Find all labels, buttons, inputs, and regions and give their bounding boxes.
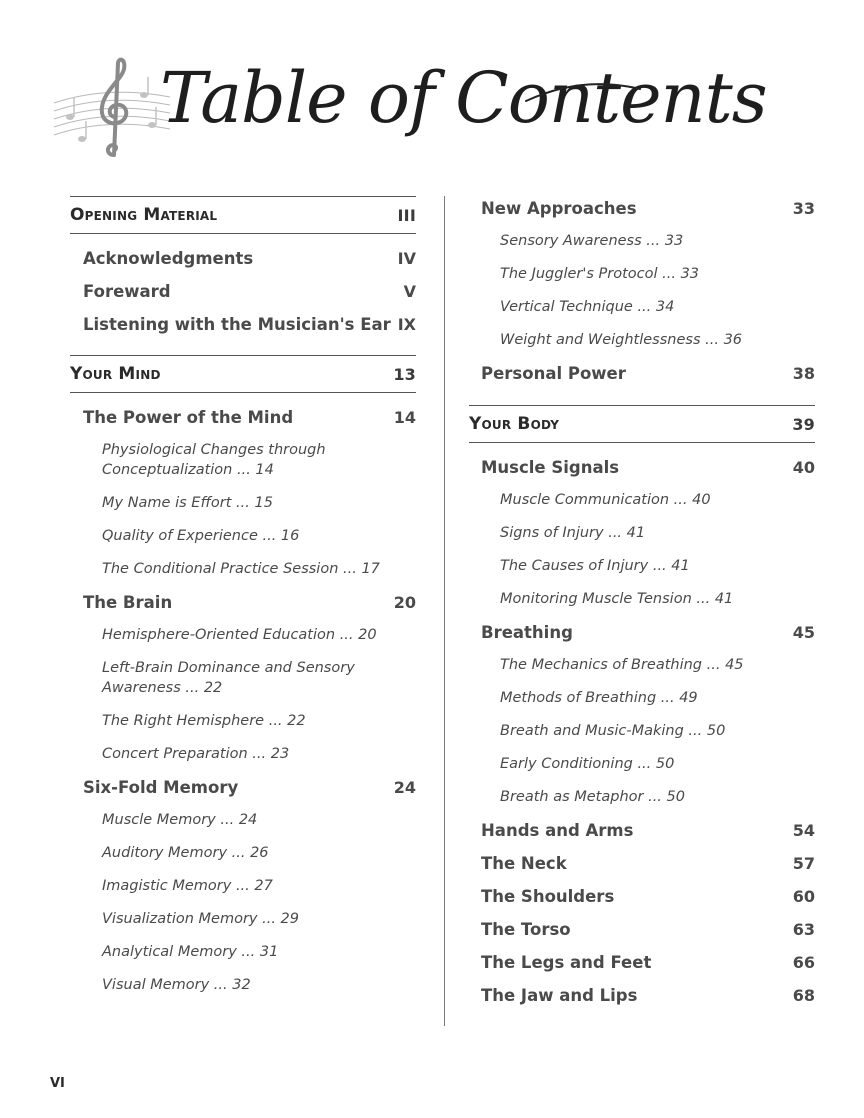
toc-subentry xyxy=(469,649,815,682)
page-title: Table of Contents xyxy=(160,57,767,139)
toc-part-title: Your Body xyxy=(469,414,560,434)
toc-subentry-page: 36 xyxy=(723,332,743,348)
toc-subentry-page: 50 xyxy=(655,756,675,772)
toc-entry-page: IV xyxy=(397,249,416,268)
toc-subentry-leader: ... xyxy=(227,845,251,861)
toc-subentry xyxy=(70,969,416,1002)
toc-subentry-leader: ... xyxy=(209,977,233,993)
toc-subentry-title: Left-Brain Dominance and Sensory Awareness xyxy=(102,660,355,696)
toc-subentry-leader: ... xyxy=(648,558,672,574)
toc-subentry-title: Signs of Injury xyxy=(500,525,604,541)
toc-entry-title: Breathing xyxy=(481,623,573,642)
toc-subentry xyxy=(70,619,416,652)
toc-subentry-page: 50 xyxy=(706,723,726,739)
toc-subentry-leader: ... xyxy=(702,657,726,673)
toc-subentry-leader: ... xyxy=(257,911,281,927)
toc-subentry xyxy=(469,715,815,748)
toc-entry-page: 63 xyxy=(792,920,815,939)
toc-subentry-title: Early Conditioning xyxy=(500,756,633,772)
toc-entry-title: The Brain xyxy=(83,593,173,612)
toc-subentry-title: Breath and Music-Making xyxy=(500,723,684,739)
toc-subentry-leader: ... xyxy=(632,756,656,772)
toc-entry-title: New Approaches xyxy=(481,199,637,218)
toc-part-page: III xyxy=(397,205,416,225)
toc-subentry xyxy=(469,550,815,583)
toc-subentry xyxy=(469,484,815,517)
toc-subentry-leader: ... xyxy=(335,627,359,643)
toc-subentry-title: Sensory Awareness xyxy=(500,233,642,249)
toc-subentry-title: Hemisphere-Oriented Education xyxy=(102,627,336,643)
toc-part-heading xyxy=(469,405,815,443)
toc-subentry-title: Visual Memory xyxy=(102,977,210,993)
toc-subentry xyxy=(70,434,416,487)
toc-subentry-leader: ... xyxy=(215,812,239,828)
toc-subentry-leader: ... xyxy=(683,723,707,739)
toc-subentry xyxy=(469,682,815,715)
toc-subentry-leader: ... xyxy=(643,789,667,805)
toc-part-entries xyxy=(469,443,815,1012)
toc-entry xyxy=(70,586,416,619)
toc-subentry xyxy=(469,324,815,357)
toc-subentry-leader: ... xyxy=(691,591,715,607)
toc-subentry-leader: ... xyxy=(338,561,362,577)
toc-entry-title: The Legs and Feet xyxy=(481,953,652,972)
toc-entry-page: 60 xyxy=(792,887,815,906)
toc-part-title: Your Mind xyxy=(70,364,161,384)
toc-subentry-page: 49 xyxy=(679,690,698,706)
toc-subentry-page: 14 xyxy=(255,462,274,478)
toc-entry-title: Muscle Signals xyxy=(481,458,620,477)
toc-subentry-page: 41 xyxy=(671,558,690,574)
toc-entry-page: 20 xyxy=(393,593,416,612)
toc-subentry-title: My Name is Effort xyxy=(102,495,232,511)
toc-entry xyxy=(70,275,416,308)
toc-entry-title: Hands and Arms xyxy=(481,821,634,840)
toc-entry-title: Personal Power xyxy=(481,364,626,383)
toc-subentry xyxy=(70,804,416,837)
toc-subentry-title: Imagistic Memory xyxy=(102,878,232,894)
toc-subentry-page: 41 xyxy=(714,591,734,607)
toc-subentry xyxy=(469,258,815,291)
toc-subentry xyxy=(70,705,416,738)
toc-subentry-title: Monitoring Muscle Tension xyxy=(500,591,692,607)
toc-subentry-leader: ... xyxy=(700,332,724,348)
toc-entry xyxy=(70,771,416,804)
treble-clef-icon xyxy=(52,55,172,165)
toc-subentry-page: 31 xyxy=(259,944,279,960)
toc-entry-page: IX xyxy=(397,315,416,334)
toc-subentry xyxy=(469,781,815,814)
toc-subentry-page: 50 xyxy=(666,789,685,805)
toc-subentry xyxy=(469,291,815,324)
toc-subentry-leader: ... xyxy=(264,713,288,729)
toc-entry-title: The Jaw and Lips xyxy=(481,986,638,1005)
toc-subentry-page: 41 xyxy=(626,525,646,541)
toc-subentry-leader: ... xyxy=(641,233,665,249)
toc-subentry-leader: ... xyxy=(632,299,656,315)
toc-subentry-title: The Causes of Injury xyxy=(500,558,649,574)
toc-subentry-title: Quality of Experience xyxy=(102,528,258,544)
toc-subentry xyxy=(70,837,416,870)
toc-subentry-page: 32 xyxy=(232,977,251,993)
toc-part-entries xyxy=(70,393,416,1002)
toc-entry-title: The Power of the Mind xyxy=(83,408,294,427)
toc-subentry-title: Methods of Breathing xyxy=(500,690,657,706)
toc-subentry-page: 16 xyxy=(280,528,300,544)
toc-entry xyxy=(469,979,815,1012)
toc-entry xyxy=(70,242,416,275)
toc-entry-page: 38 xyxy=(792,364,815,383)
toc-subentry xyxy=(469,225,815,258)
toc-part-entries xyxy=(70,234,416,341)
toc-part-page: 13 xyxy=(393,364,416,384)
toc-subentry-title: Muscle Memory xyxy=(102,812,216,828)
toc-subentry-leader: ... xyxy=(657,266,681,282)
toc-subentry-title: Weight and Weightlessness xyxy=(500,332,701,348)
toc-subentry-title: The Right Hemisphere xyxy=(102,713,265,729)
toc-subentry-page: 29 xyxy=(280,911,299,927)
toc-entry xyxy=(70,401,416,434)
toc-entry-page: 14 xyxy=(393,408,416,427)
toc-entry-page: 57 xyxy=(792,854,815,873)
toc-subentry-title: Visualization Memory xyxy=(102,911,258,927)
toc-subentry-page: 45 xyxy=(725,657,744,673)
toc-part-page: 39 xyxy=(792,414,815,434)
toc-subentry-leader: ... xyxy=(231,495,255,511)
toc-subentry-page: 23 xyxy=(270,746,290,762)
toc-entry xyxy=(469,913,815,946)
column-divider xyxy=(444,196,445,1026)
toc-subentry xyxy=(469,583,815,616)
toc-subentry-page: 17 xyxy=(361,561,380,577)
toc-entry-title: Foreward xyxy=(83,282,171,301)
toc-entry-page: V xyxy=(403,282,416,301)
toc-left-column xyxy=(70,196,416,1002)
toc-subentry xyxy=(70,936,416,969)
toc-subentry xyxy=(70,553,416,586)
toc-entry-title: Acknowledgments xyxy=(83,249,254,268)
toc-subentry xyxy=(70,487,416,520)
toc-subentry-title: The Mechanics of Breathing xyxy=(500,657,703,673)
toc-subentry-title: The Conditional Practice Session xyxy=(102,561,339,577)
toc-entry-title: Six-Fold Memory xyxy=(83,778,239,797)
toc-subentry xyxy=(70,870,416,903)
toc-subentry-title: Physiological Changes through Conceptualization xyxy=(102,442,326,478)
toc-subentry-page: 24 xyxy=(238,812,258,828)
toc-entry-page: 45 xyxy=(792,623,815,642)
toc-subentry-leader: ... xyxy=(257,528,281,544)
toc-subentry-page: 40 xyxy=(692,492,711,508)
toc-subentry-page: 22 xyxy=(287,713,306,729)
toc-entry xyxy=(469,192,815,225)
toc-entry xyxy=(469,847,815,880)
toc-subentry-page: 26 xyxy=(250,845,269,861)
toc-subentry xyxy=(70,652,416,705)
toc-subentry-page: 27 xyxy=(254,878,273,894)
toc-subentry-page: 22 xyxy=(203,680,223,696)
toc-subentry-leader: ... xyxy=(180,680,204,696)
toc-part-title: Opening Material xyxy=(70,205,218,225)
toc-subentry-page: 33 xyxy=(680,266,700,282)
toc-subentry-page: 33 xyxy=(664,233,684,249)
toc-subentry xyxy=(469,748,815,781)
toc-entry-page: 68 xyxy=(792,986,815,1005)
toc-entry-page: 33 xyxy=(792,199,815,218)
toc-subentry-leader: ... xyxy=(603,525,627,541)
title-swash-decoration xyxy=(522,77,642,107)
toc-continued-entries xyxy=(469,192,815,390)
toc-subentry-page: 15 xyxy=(254,495,273,511)
toc-subentry xyxy=(70,520,416,553)
toc-part-heading xyxy=(70,196,416,234)
page-header xyxy=(52,55,767,165)
toc-entry-page: 54 xyxy=(792,821,815,840)
toc-subentry-leader: ... xyxy=(231,878,255,894)
toc-subentry-title: Auditory Memory xyxy=(102,845,228,861)
toc-subentry xyxy=(70,738,416,771)
toc-subentry-leader: ... xyxy=(656,690,680,706)
toc-entry-page: 24 xyxy=(393,778,416,797)
toc-subentry-page: 20 xyxy=(358,627,377,643)
toc-entry-page: 66 xyxy=(792,953,815,972)
toc-subentry-page: 34 xyxy=(655,299,675,315)
toc-entry xyxy=(469,880,815,913)
toc-part-heading xyxy=(70,355,416,393)
toc-entry-title: The Shoulders xyxy=(481,887,615,906)
toc-subentry-leader: ... xyxy=(247,746,271,762)
toc-right-column xyxy=(469,192,815,1012)
toc-subentry-title: Muscle Communication xyxy=(500,492,670,508)
page-number: VI xyxy=(50,1076,65,1091)
toc-subentry-title: Breath as Metaphor xyxy=(500,789,644,805)
toc-subentry-leader: ... xyxy=(669,492,693,508)
toc-subentry-title: Analytical Memory xyxy=(102,944,237,960)
toc-subentry-leader: ... xyxy=(232,462,256,478)
toc-subentry-leader: ... xyxy=(236,944,260,960)
toc-entry-title: The Torso xyxy=(481,920,571,939)
toc-entry xyxy=(469,451,815,484)
toc-entry-title: The Neck xyxy=(481,854,567,873)
toc-entry xyxy=(469,946,815,979)
toc-subentry-title: Vertical Technique xyxy=(500,299,633,315)
toc-entry xyxy=(70,308,416,341)
toc-subentry-title: The Juggler's Protocol xyxy=(500,266,658,282)
toc-subentry xyxy=(469,517,815,550)
toc-entry-title: Listening with the Musician's Ear xyxy=(83,315,391,334)
toc-subentry xyxy=(70,903,416,936)
toc-entry xyxy=(469,814,815,847)
toc-entry xyxy=(469,357,815,390)
toc-entry-page: 40 xyxy=(792,458,815,477)
toc-entry xyxy=(469,616,815,649)
toc-subentry-title: Concert Preparation xyxy=(102,746,248,762)
